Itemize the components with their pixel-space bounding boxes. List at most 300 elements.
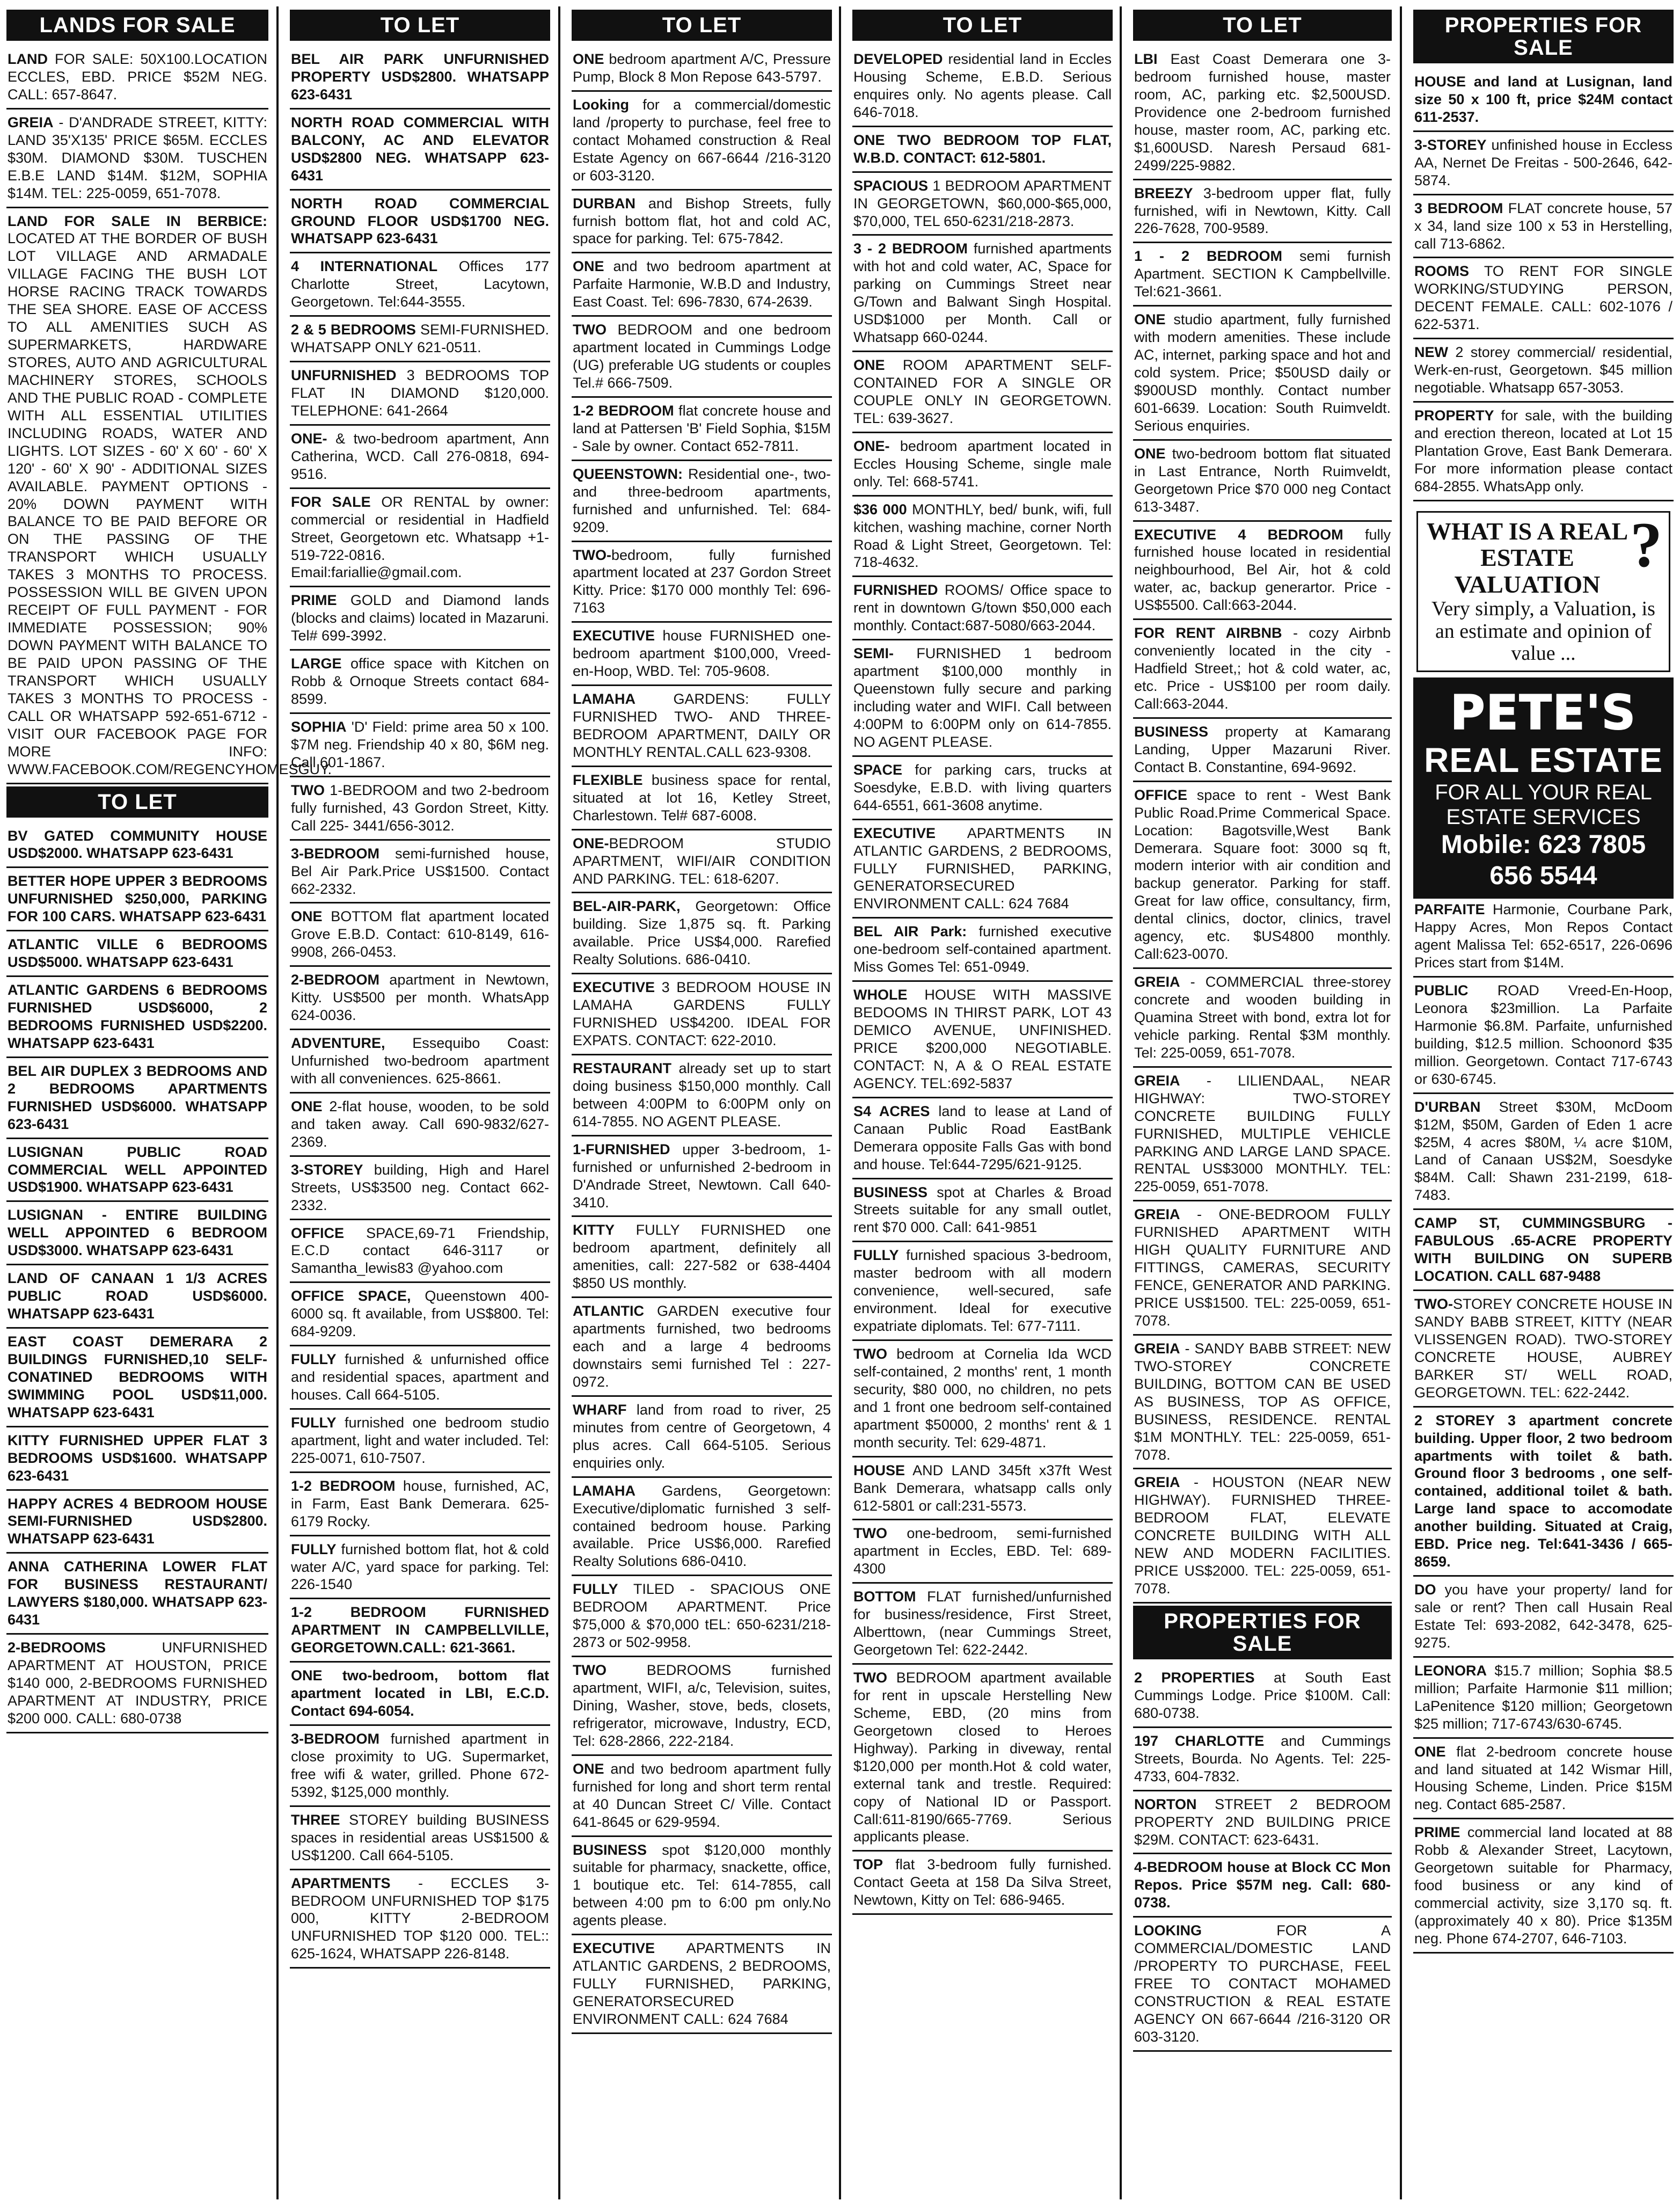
column-rule [839, 6, 841, 2199]
ad-lead: GREIA [1134, 1206, 1180, 1223]
classified-ad [1133, 1920, 1392, 2052]
ad-text: apartment in Newtown, Kitty. US$500 per month. WhatsApp 624-0036. [291, 972, 549, 1024]
classified-ad [572, 48, 832, 92]
ad-text: SPACE,69-71 Friendship, E.C.D contact 646-3117 or Samantha_lewis83 @yahoo.com [291, 1225, 549, 1277]
ad-lead: ONE [1134, 445, 1166, 462]
ad-text: studio apartment, fully furnished with modern amenities. These include AC, internet, parking space and hot and cold system. Price; $50USD daily or $900USD monthly. Contact number 601-6639. Location: South Ruimveldt. Serious enquiries. [1134, 311, 1391, 434]
ad-text: BEDROOMS furnished apartment, WIFI, a/c, Television, suites, Dining, Washer, stove, beds, closets, refrigerator, microwave, Industry, ECD, Tel: 628-2866, 222-2184. [573, 1662, 831, 1749]
classified-ad [6, 1493, 268, 1554]
classified-ad [852, 129, 1113, 173]
classified-ad [572, 193, 832, 254]
column-rule [1120, 6, 1122, 2199]
ad-lead: EXECUTIVE [573, 628, 655, 644]
ad-lead: FULLY [853, 1247, 899, 1264]
ad-lead: ATLANTIC GARDENS 6 BEDROOMS FURNISHED USD$6000, 2 BEDROOMS FURNISHED USD$2200. WHATSAPP 623-6431 [8, 982, 267, 1051]
ad-lead: LAND OF CANAAN 1 1/3 ACRES PUBLIC ROAD USD$6000. WHATSAPP 623-6431 [8, 1270, 267, 1322]
classified-ad [852, 499, 1113, 578]
classified-ad [290, 1222, 550, 1284]
classified-ad [1133, 971, 1392, 1068]
ad-lead: LOOKING [1134, 1922, 1202, 1939]
classified-ad [852, 435, 1113, 497]
ad-lead: ONE [1414, 1743, 1446, 1760]
classified-ad [572, 544, 832, 623]
ad-text: 1-BEDROOM and two 2-bedroom fully furnished, 43 Gordon Street, Kitty. Call 225- 3441/656-3012. [291, 782, 549, 834]
ad-lead: HOUSE [853, 1462, 905, 1478]
classified-ad [1413, 1821, 1674, 1954]
classified-ad [290, 1475, 550, 1536]
ad-lead: BEL AIR DUPLEX 3 BEDROOMS AND 2 BEDROOMS APARTMENTS FURNISHED USD$6000. WHATSAPP 623-6431 [8, 1062, 267, 1132]
ad-lead: OFFICE SPACE, [291, 1288, 411, 1305]
classified-ad [1413, 980, 1674, 1094]
section-header: TO LET [572, 10, 832, 41]
classified-ad [6, 1331, 268, 1427]
ad-text: 3 BEDROOM HOUSE IN LAMAHA GARDENS FULLY FURNISHED US$4200. IDEAL FOR EXPATS. CONTACT: 622-2010. [573, 979, 831, 1048]
ad-text: and two bedroom apartment fully furnished for long and short term rental at 40 Duncan Street C/ Ville. Contact 641-8645 or 629-9594. [573, 1760, 831, 1830]
ad-text: building, High and Harel Streets, US$3500 neg. Contact 662-2332. [291, 1161, 549, 1213]
classified-ad [6, 1637, 268, 1733]
ad-lead: BV GATED COMMUNITY HOUSE USD$2000. WHATSAPP 623-6431 [8, 827, 267, 862]
ad-text: 'D' Field: prime area 50 x 100. $7M neg. Friendship 40 x 80, $6M neg. Call 601-1867. [291, 719, 549, 770]
ad-lead: HAPPY ACRES 4 BEDROOM HOUSE SEMI-FURNISHED USD$2800. WHATSAPP 623-6431 [8, 1495, 267, 1547]
ad-text: business space for rental, situated at lot 16, Ketley Street, Charlestown. Tel# 687-6008. [573, 771, 831, 824]
ad-lead: RESTAURANT [573, 1060, 671, 1076]
column-rule [558, 6, 560, 2199]
section-header: TO LET [1133, 10, 1392, 41]
ad-lead: ADVENTURE, [291, 1035, 385, 1052]
classified-ad [6, 1556, 268, 1635]
ad-lead: OFFICE [1134, 786, 1187, 803]
ad-lead: ATLANTIC [573, 1303, 644, 1320]
ad-lead: FULLY [573, 1581, 618, 1598]
ad-lead: 3-BEDROOM [291, 845, 380, 862]
ad-text: flat 3-bedroom fully furnished. Contact Geeta at 158 Da Silva Street, Newtown, Kitty on Tel: 686-9465. [853, 1856, 1112, 1908]
classified-ad [572, 833, 832, 894]
classified-ad [290, 1096, 550, 1157]
ad-lead: GREIA [8, 114, 54, 130]
classified-ad [852, 1182, 1113, 1243]
ad-text: GARDENS: FULLY FURNISHED TWO- AND THREE-BEDROOM APARTMENT, DAILY OR MONTHLY RENTAL.CALL 623-9308. [573, 691, 831, 760]
ad-lead: LUSIGNAN - ENTIRE BUILDING WELL APPOINTED 6 BEDROOM USD$3000. WHATSAPP 623-6431 [8, 1207, 267, 1259]
ad-lead: TWO [291, 782, 325, 798]
classified-ad [852, 1244, 1113, 1341]
ad-text: 3 BEDROOMS TOP FLAT IN DIAMOND $120,000. TELEPHONE: 641-2664 [291, 367, 549, 419]
classified-ad [290, 779, 550, 841]
classified-ad [6, 1430, 268, 1491]
ad-lead: TWO [573, 322, 607, 338]
ad-lead: 2 & 5 BEDROOMS [291, 322, 416, 338]
ad-lead: 2 PROPERTIES [1134, 1670, 1255, 1686]
classified-ad [1133, 1471, 1392, 1604]
classified-ad [852, 1667, 1113, 1852]
ad-lead: ONE [853, 357, 885, 374]
classified-ad [290, 1728, 550, 1807]
classified-ad [852, 354, 1113, 433]
ad-lead: NORTH ROAD COMMERCIAL WITH BALCONY, AC AND ELEVATOR USD$2800 NEG. WHATSAPP 623-6431 [291, 114, 549, 184]
classified-ad [6, 112, 268, 208]
ad-lead: D'URBAN [1414, 1098, 1481, 1115]
ad-text: GOLD and Diamond lands (blocks and claims) located in Mazaruni. Tel# 699-3992. [291, 592, 549, 644]
classified-ad [1413, 1741, 1674, 1820]
classified-ad [290, 112, 550, 191]
ad-text: commercial land located at 88 Robb & Alexander Street, Lacytown, Georgetown suitable for Pharmacy, food business or any kind of commercial activity, size 3,170 sq. ft. (approximately 40 x 80). Price $135M neg. Phone 674-2707, 646-7103. [1414, 1824, 1672, 1947]
ad-lead: LAMAHA [573, 1482, 636, 1499]
brand-name: PETE'S [1450, 685, 1637, 741]
petes-real-estate-logo [1413, 677, 1674, 899]
classified-ad [1413, 198, 1674, 259]
ad-lead: ONE- [573, 835, 609, 851]
ad-text: and Bishop Streets, fully furnish bottom flat, hot and cold AC, space for parking. Tel: 675-7842. [573, 195, 831, 247]
ad-text: 2 storey commercial/ residential, Werk-en-rust, Georgetown. $45 million negotiable. Whatsapp 657-3053. [1414, 344, 1672, 396]
classified-ad [852, 1586, 1113, 1665]
classified-ad [1133, 309, 1392, 441]
ad-text: flat concrete house and land at Pattersen 'B' Field Sophia, $15M - Sale by owner. Contact 652-7811. [573, 402, 831, 454]
ad-lead: LBI [1134, 51, 1158, 67]
classified-ad [852, 1101, 1113, 1179]
classified-ad [852, 238, 1113, 352]
ad-text: for parking cars, trucks at Soesdyke, E.B.D. with living quarters 644-6551, 661-3608 anytime. [853, 761, 1112, 813]
classified-ad [290, 491, 550, 588]
classified-ad [290, 653, 550, 714]
ad-lead: 197 CHARLOTTE [1134, 1732, 1265, 1749]
classified-ad [1133, 1667, 1392, 1728]
ad-text: UNFURNISHED APARTMENT AT HOUSTON, PRICE $140 000, 2-BEDROOMS FURNISHED APARTMENT AT INDUSTRY, PRICE $200 000. CALL: 680-0738 [8, 1639, 267, 1726]
ad-text: one-bedroom, semi-furnished apartment in Eccles, EBD. Tel: 689-4300 [853, 1525, 1112, 1577]
ad-lead: DURBAN [573, 195, 636, 212]
classified-ad [852, 759, 1113, 820]
ad-lead: TWO [573, 1662, 607, 1679]
column-3 [572, 10, 832, 2199]
ad-text: furnished apartment in close proximity to UG. Supermarket, free wifi & water, grilled. Phone 672-5392, $125,000 monthly. [291, 1731, 549, 1800]
ad-text: GARDEN executive four apartments furnished, two bedrooms each and a large 4 bedrooms downstairs semi furnished Tel : 227-0972. [573, 1303, 831, 1390]
ad-lead: 2-BEDROOM [291, 972, 380, 988]
ad-text: and two bedroom apartment at Parfaite Harmonie, W.B.D and Industry, East Coast. Tel: 696-7830, 674-2639. [573, 258, 831, 310]
classified-ad [852, 1522, 1113, 1584]
ad-text: ROOM APARTMENT SELF-CONTAINED FOR A SINGLE OR COUPLE ONLY IN GEORGETOWN. TEL: 639-3627. [853, 357, 1112, 426]
classified-ad [1133, 784, 1392, 969]
ad-text: house, furnished, AC, in Farm, East Bank Demerara. 625-6179 Rocky. [291, 1477, 549, 1529]
classified-ad [852, 984, 1113, 1098]
ad-text: 3-bedroom upper flat, fully furnished, wifi in Newtown, Kitty. Call 226-7628, 700-9589. [1134, 185, 1391, 237]
classified-ad [290, 319, 550, 362]
ad-lead: LUSIGNAN PUBLIC ROAD COMMERCIAL WELL APPOINTED USD$1900. WHATSAPP 623-6431 [8, 1143, 267, 1196]
ad-lead: ATLANTIC VILLE 6 BEDROOMS USD$5000. WHATSAPP 623-6431 [8, 936, 267, 971]
ad-text: Residential one-, two- and three-bedroom apartments, furnished and unfurnished. Tel: 684-9209. [573, 465, 831, 535]
ad-lead: DEVELOPED [853, 51, 943, 67]
brand-tagline: FOR ALL YOUR REAL ESTATE SERVICES [1435, 781, 1652, 829]
ad-text: - cozy Airbnb conveniently located in the city - Hadfield Street,; hot & cold water, ac, etc. Price - US$100 per room daily. Call:663-2044. [1134, 625, 1391, 712]
ad-lead: BEL AIR PARK UNFURNISHED PROPERTY USD$2800. WHATSAPP 623-6431 [291, 51, 549, 103]
classified-ad [1133, 1730, 1392, 1791]
ad-text: TILED - SPACIOUS ONE BEDROOM APARTMENT. Price $75,000 & $70,000 tEL: 650-6231/218-2873 or 502-9958. [573, 1581, 831, 1651]
ad-text: SEMI-FURNISHED. WHATSAPP ONLY 621-0511. [291, 322, 549, 356]
ad-text: BOTTOM flat apartment located Grove E.B.D. Contact: 610-8149, 616-9908, 266-0453. [291, 908, 549, 960]
ad-lead: 3 BEDROOM [1414, 200, 1503, 216]
ad-lead: 3-STOREY [291, 1161, 363, 1178]
classified-ad [1413, 71, 1674, 132]
ad-text: - COMMERCIAL three-storey concrete and wooden building in Quamina Street with bond, extra lot for vehicle parking. Rental $3M monthly. Tel: 225-0059, 651-7078. [1134, 974, 1391, 1061]
ad-text: STOREY building BUSINESS spaces in residential areas US$1500 & US$1200. Call 664-5105. [291, 1811, 549, 1863]
classified-ad [572, 1399, 832, 1478]
ad-lead: UNFURNISHED [291, 367, 397, 384]
ad-lead: CAMP ST, CUMMINGSBURG - FABULOUS .65-ACRE PROPERTY WITH BUILDING ON SUPERB LOCATION. CALL 687-9488 [1414, 1215, 1672, 1285]
column-5 [1133, 10, 1392, 2199]
ad-text: bedroom at Cornelia Ida WCD self-contained, 2 months' rent, 1 month security, $80 000, no children, no pets and 1 front one bedroom self-contained apartment $50000, 2 months' rent & 1 month security. Tel: 629-4871. [853, 1346, 1112, 1451]
classified-ad [6, 870, 268, 931]
classified-ad [290, 969, 550, 1030]
ad-lead: THREE [291, 1811, 340, 1828]
classified-ad [290, 428, 550, 489]
classified-ad [290, 1601, 550, 1663]
ad-lead: EAST COAST DEMERARA 2 BUILDINGS FURNISHED,10 SELF-CONATINED BEDROOMS WITH SWIMMING POOL USD$11,000. WHATSAPP 623-6431 [8, 1333, 267, 1420]
classified-ad [1413, 1212, 1674, 1291]
ad-text: FURNISHED 1 bedroom apartment $100,000 monthly in Queenstown fully secure and parking including water and WIFI. Call between 4:00PM to 6:00PM only on 614-7855. NO AGENT PLEASE. [853, 645, 1112, 750]
ad-lead: GREIA [1134, 1340, 1180, 1357]
ad-lead: FOR SALE [291, 493, 371, 510]
ad-lead: WHARF [573, 1401, 627, 1418]
ad-lead: NEW [1414, 344, 1448, 361]
classified-ad [1133, 443, 1392, 522]
ad-lead: LARGE [291, 655, 342, 672]
ad-lead: GREIA [1134, 974, 1180, 990]
classified-ad [290, 1539, 550, 1600]
ad-lead: APARTMENTS [291, 1875, 391, 1891]
classified-ad [572, 94, 832, 191]
ad-lead: ROOMS [1414, 263, 1470, 280]
ad-lead: ONE [291, 908, 323, 925]
ad-lead: 3-STOREY [1414, 136, 1487, 153]
section-header: TO LET [290, 10, 550, 41]
classified-ad [6, 825, 268, 869]
ad-text: furnished executive one-bedroom self-contained apartment. Miss Gomes Tel: 651-0949. [853, 923, 1112, 975]
ad-text: office space with Kitchen on Robb & Ornoque Streets contact 684-8599. [291, 655, 549, 708]
classified-ad [572, 895, 832, 974]
ad-lead: ANNA CATHERINA LOWER FLAT FOR BUSINESS RESTAURANT/ LAWYERS $180,000. WHATSAPP 623-6431 [8, 1558, 267, 1628]
classified-ad [6, 1204, 268, 1265]
ad-text: flat 2-bedroom concrete house and land situated at 142 Wismar Hill, Housing Scheme, Linden. Price $15M neg. Contact 685-2587. [1414, 1743, 1672, 1813]
ad-lead: PRIME [291, 592, 337, 609]
ad-text: furnished one bedroom studio apartment, light and water included. Tel: 225-0071, 610-7507. [291, 1414, 549, 1466]
ad-text: $15.7 million; Sophia $8.5 million; Parfaite Harmonie $11 million; LaPenitence $120 million; Georgetown $25 million; 717-6743/630-6745. [1414, 1662, 1672, 1732]
classified-ad [572, 1300, 832, 1397]
ad-lead: ONE two-bedroom, bottom flat apartment located in LBI, E.C.D. Contact 694-6054. [291, 1667, 549, 1719]
ad-lead: TWO- [573, 546, 611, 563]
classified-ad [290, 589, 550, 651]
classified-ad [572, 319, 832, 398]
ad-lead: ONE [1134, 311, 1166, 328]
ad-lead: SPACIOUS [853, 177, 929, 194]
classified-ad [852, 579, 1113, 640]
ad-lead: EXECUTIVE [853, 825, 936, 841]
classified-ad [1413, 1293, 1674, 1408]
ad-text: for sale, with the building and erection thereon, located at Lot 15 Plantation Grove, East Bank Demerara. For more information please contact 684-2855. WhatsApp only. [1414, 407, 1672, 494]
classified-ad [852, 1343, 1113, 1458]
ad-lead: WHOLE [853, 987, 908, 1003]
classified-ad [6, 979, 268, 1058]
ad-lead: OFFICE [291, 1225, 344, 1241]
ad-text: Georgetown: Office building. Size 1,875 sq. ft. Parking available. Price US$4,000. Rarefied Realty Solutions. 686-0410. [573, 898, 831, 968]
ad-text: ROOMS/ Office space to rent in downtown G/town $50,000 each monthly. Contact:687-5080/663-2044. [853, 582, 1112, 634]
ad-lead: FURNISHED [853, 582, 938, 599]
ad-text: STOREY CONCRETE HOUSE IN SANDY BABB STREET, KITTY (NEAR VLISSENGEN ROAD). TWO-STOREY CONCRETE HOUSE, AUBREY BARKER ST/ WELL ROAD, GEORGETOWN. TEL: 622-2442. [1414, 1296, 1672, 1401]
ad-lead: BUSINESS [853, 1184, 928, 1200]
ad-lead: BOTTOM [853, 1588, 916, 1605]
ad-text: APARTMENTS IN ATLANTIC GARDENS, 2 BEDROOMS, FULLY FURNISHED, PARKING, GENERATORSECURED ENVIRONMENT CALL: 624 7684 [853, 825, 1112, 912]
ad-lead: KITTY FURNISHED UPPER FLAT 3 BEDROOMS USD$1600. WHATSAPP 623-6431 [8, 1432, 267, 1484]
ad-lead: 4-BEDROOM house at Block CC Mon Repos. Price $57M neg. Call: 680-0738. [1134, 1859, 1391, 1911]
classified-ad [6, 1267, 268, 1329]
classified-ad [290, 365, 550, 426]
ad-lead: LAND [8, 51, 48, 67]
ad-text: FOR SALE: 50X100.LOCATION ECCLES, EBD. PRICE $52M NEG. CALL: 657-8647. [8, 51, 267, 103]
ad-text: Essequibo Coast: Unfurnished two-bedroom apartment with all conveniences. 625-8661. [291, 1035, 549, 1087]
column-rule [1400, 6, 1402, 2199]
valuation-answer: Very simply, a Valuation, is an estimate and opinion of value ... [1431, 597, 1655, 665]
ad-lead: SPACE [853, 761, 903, 778]
classified-ad [852, 1460, 1113, 1521]
classified-ad [6, 1141, 268, 1203]
ad-lead: 3 - 2 BEDROOM [853, 241, 968, 257]
ad-lead: ONE- [291, 430, 327, 447]
ad-lead: TWO- [1414, 1296, 1453, 1313]
classified-ad [1413, 134, 1674, 195]
classified-ad [572, 463, 832, 542]
ad-text: fully furnished house located in residential neighbourhood, Bel Air, hot & cold water, ac, backup generartor. Price - US$5500. Call:663-2044. [1134, 526, 1391, 614]
ad-lead: BEL-AIR-PARK, [573, 898, 681, 915]
ad-text: FLAT furnished/unfurnished for business/residence, First Street, Alberttown, (near Cummings Street, Georgetown Tel: 622-2442. [853, 1588, 1112, 1658]
ad-lead: LEONORA [1414, 1662, 1487, 1679]
ad-text: - HOUSTON (NEAR NEW HIGHWAY). FURNISHED THREE-BEDROOM FLAT, ELEVATE CONCRETE BUILDING WITH ALL NEW AND MODERN FACILITIES. PRICE US$2000. TEL: 225-0059, 651-7078. [1134, 1474, 1391, 1597]
ad-text: Harmonie, Courbane Park, Happy Acres, Mon Repos Contact agent Malissa Tel: 652-6517, 226-0696 Prices start from $14M. [1414, 901, 1672, 971]
ad-lead: 1-2 BEDROOM [291, 1477, 396, 1494]
ad-text: space to rent - West Bank Public Road.Prime Commerical Space. Location: Bagotsville,West Bank Demerara. Square foot: 3000 sq ft, modern interior with air condition and backup generator. Parking for staff. Great for law office, consultancy, firm, dental clinics, doctor, clinics, travel agency, etc. $US4800 monthly. Call:623-0070. [1134, 786, 1391, 963]
ad-text: bedroom apartment located in Eccles Housing Scheme, single male only. Tel: 668-5741. [853, 438, 1112, 490]
section-header: TO LET [6, 786, 268, 818]
ad-lead: SOPHIA [291, 719, 347, 735]
ad-lead: 2-BEDROOMS [8, 1639, 106, 1656]
ad-text: residential land in Eccles Housing Scheme, E.B.D. Serious enquires only. No agents please. Call 646-7018. [853, 51, 1112, 120]
classified-ad [1133, 183, 1392, 244]
classified-ad [572, 688, 832, 767]
classified-ad [1133, 1338, 1392, 1470]
ad-text: two-bedroom bottom flat situated in Last Entrance, North Ruimveldt, Georgetown Price $70 000 neg Contact 613-3487. [1134, 445, 1391, 515]
ad-lead: ONE TWO BEDROOM TOP FLAT, W.B.D. CONTACT: 612-5801. [853, 132, 1112, 166]
ad-lead: 1 - 2 BEDROOM [1134, 248, 1282, 265]
ad-lead: ONE- [853, 438, 890, 454]
classified-ad [290, 1032, 550, 1094]
classified-ad [290, 1349, 550, 1410]
classified-ad [1133, 1204, 1392, 1336]
ad-lead: 2 STOREY 3 apartment concrete building. Upper floor, 2 two bedroom apartments with toilet & bath. Ground floor 3 bedrooms , one self-contained, additional toilet & bath. Large land space to accomodate another building. Situated at Craig, EBD. Price neg. Tel:641-3436 / 665-8659. [1414, 1412, 1672, 1570]
ad-lead: 1-FURNISHED [573, 1141, 670, 1157]
ad-text: East Coast Demerara one 3-bedroom furnished house, master room, AC, parking etc. $2,500USD. Providence one 2-bedroom furnished house, master room, AC, parking etc. $1,600USD. Naresh Persaud 681-2499/225-9882. [1134, 51, 1391, 173]
ad-text: 2-flat house, wooden, to be sold and taken away. Call 690-9832/627-2369. [291, 1098, 549, 1150]
classified-ad [852, 1854, 1113, 1915]
ad-lead: SEMI- [853, 645, 894, 662]
classified-ad [1133, 1794, 1392, 1855]
classified-ad [1133, 1070, 1392, 1202]
column-4 [852, 10, 1113, 2199]
ad-lead: PARFAITE [1414, 901, 1485, 918]
classified-ad [1413, 341, 1674, 403]
ad-lead: EXECUTIVE [573, 1940, 655, 1957]
ad-text: land from road to river, 25 minutes from centre of Georgetown, 4 plus acres. Call 664-5105. Serious enquiries only. [573, 1401, 831, 1471]
classified-ad [290, 256, 550, 317]
ad-lead: 4 INTERNATIONAL [291, 258, 438, 275]
valuation-ad [1416, 508, 1670, 672]
ad-text: spot $120,000 monthly suitable for pharmacy, snackette, office, 1 boutique etc. Tel: 614-7855, call between 4:00 pm to 6:00 pm only.No agents please. [573, 1841, 831, 1929]
classified-ad [6, 48, 268, 110]
ad-text: spot at Charles & Broad Streets suitable for any small outlet, rent $70 000. Call: 641-9851 [853, 1184, 1112, 1236]
ad-lead: Looking [573, 96, 629, 113]
ad-text: 1 BEDROOM APARTMENT IN GEORGETOWN, $60,000-$65,000, $70,000, TEL 650-6231/218-2873. [853, 177, 1112, 229]
ad-lead: BEL AIR Park: [853, 923, 967, 940]
section-header: PROPERTIES FOR SALE [1133, 1606, 1392, 1659]
ad-lead: LAND FOR SALE IN BERBICE: [8, 213, 267, 229]
ad-lead: EXECUTIVE [573, 979, 655, 996]
ad-text: semi furnish Apartment. SECTION K Campbellville. Tel:621-3661. [1134, 248, 1391, 300]
ad-lead: NORTH ROAD COMMERCIAL GROUND FLOOR USD$1700 NEG. WHATSAPP 623-6431 [291, 195, 549, 247]
ad-text: already set up to start doing business $150,000 monthly. Call between 4:00PM to 6:00PM only on 614-7855. NO AGENT PLEASE. [573, 1060, 831, 1129]
ad-text: LOCATED AT THE BORDER OF BUSH LOT VILLAGE AND ARMADALE VILLAGE FACING THE BUSH LOT HORSE RACING TRACK TOWARDS THE SEA SHORE. EASE OF ACCESS TO ALL AMENITIES SUCH AS SUPERMARKETS, HARDWARE STORES, AUTO AND AGRICULTURAL MACHINERY STORES, SCHOOLS AND THE PUBLIC ROAD - COMPLETE WITH ALL ESSENTIAL UTILITIES INCLUDING ROADS, WATER AND LIGHTS. LOT SIZES - 60' X 60' - 60' X 120' - 60' X 90' - ADDITIONAL SIZES AVAILABLE. PAYMENT OPTIONS - 20% DOWN PAYMENT WITH BALANCE TO BE PAID BEFORE OR ON THE PASSING OF THE TRANSPORT WHICH USUALLY TAKES 3 MONTHS TO PROCESS. POSSESSION WILL BE GIVEN UPON RECEIPT OF FULL PAYMENT - FOR IMMEDIATE POSSESSION; 90% DOWN PAYMENT WITH BALANCE TO BE PAID UPON PASSING OF THE TRANSPORT WHICH USUALLY TAKES 3 MONTHS TO PROCESS - CALL OR WHATSAPP 592-651-6712 - VISIT OUR FACEBOOK PAGE FOR MORE INFO: WWW.FACEBOOK.COM/REGENCYHOMESGUY. [8, 230, 332, 777]
ad-text: ROAD Vreed-En-Hoop, Leonora $23million. La Parfaite Harmonie $6.8M. Parfaite, unfurnished building, $12.5 million. Schoonord $35 million. Georgetown. Contact 717-6743 or 630-6745. [1414, 982, 1672, 1087]
classified-ad [290, 906, 550, 967]
question-mark-glyph: ? [1630, 508, 1662, 580]
ad-lead: $36 000 [853, 501, 907, 518]
ad-text: BEDROOM and one bedroom apartment located in Cummings Lodge (UG) preferable UG students or couples Tel.# 666-7509. [573, 322, 831, 391]
ad-text: - D'ANDRADE STREET, KITTY: LAND 35'X135' PRICE $65M. ECCLES $30M. DIAMOND $30M. TUSCHEN E.B.E LAND $14M. $12M, SOPHIA $14M. TEL: 225-0059, 651-7078. [8, 114, 267, 201]
ad-lead: ONE [573, 258, 604, 275]
ad-text: property at Kamarang Landing, Upper Mazaruni River. Contact B. Constantine, 694-9692. [1134, 723, 1391, 775]
ad-text: house FURNISHED one-bedroom apartment $100,000, Vreed-en-Hoop, WBD. Tel: 705-9608. [573, 628, 831, 680]
ad-lead: TWO [853, 1670, 887, 1686]
ad-lead: EXECUTIVE 4 BEDROOM [1134, 526, 1343, 543]
classified-ad [852, 48, 1113, 127]
ad-text: and Cummings Streets, Bourda. No Agents. Tel: 225-4733, 604-7832. [1134, 1732, 1391, 1784]
ad-text: Offices 177 Charlotte Street, Lacytown, Georgetown. Tel:644-3555. [291, 258, 549, 310]
classified-ad [572, 1659, 832, 1756]
ad-text: Street $30M, McDoom $12M, $50M, Garden of Eden 1 acre $25M, 4 acres $80M, ¼ acre $10M, Land of Canaan US$2M, Soesdyke $84M. Call: Shawn 231-2199, 618-7483. [1414, 1098, 1672, 1204]
classified-ad [1133, 48, 1392, 180]
classified-ad [290, 1872, 550, 1969]
classified-ad [290, 1159, 550, 1220]
classified-ad [290, 1412, 550, 1473]
classified-ad [290, 716, 550, 777]
classified-ad [852, 921, 1113, 982]
classified-ad [572, 1058, 832, 1136]
classified-ad [1133, 524, 1392, 621]
ad-lead: 1-2 BEDROOM [573, 402, 674, 419]
classified-ad [290, 1285, 550, 1346]
ad-text: TO RENT FOR SINGLE WORKING/STUDYING PERSON, DECENT FEMALE. CALL: 602-1076 / 622-5371. [1414, 263, 1672, 333]
ad-lead: GREIA [1134, 1072, 1180, 1089]
classified-ad [1133, 245, 1392, 307]
classified-ad [572, 1139, 832, 1218]
ad-text: - ECCLES 3-BEDROOM UNFURNISHED TOP $175 000, KITTY 2-BEDROOM UNFURNISHED TOP $120 000. TEL:: 625-1624, WHATSAPP 226-8148. [291, 1875, 549, 1962]
ad-text: furnished apartments with hot and cold water, AC, Space for parking on Cummings Street near G/Town and Balwant Singh Hospital. USD$1000 per Month. Call or Whatsapp 660-0244. [853, 241, 1112, 346]
ad-text: furnished & unfurnished office and residential spaces, apartment and houses. Call 664-5105. [291, 1351, 549, 1403]
ad-lead: BREEZY [1134, 185, 1193, 201]
ad-lead: PRIME [1414, 1824, 1460, 1841]
classified-ad [1413, 1660, 1674, 1739]
ad-lead: QUEENSTOWN: [573, 465, 683, 482]
classified-ad [572, 1758, 832, 1837]
ad-lead: FULLY [291, 1541, 337, 1557]
classified-ad [852, 822, 1113, 919]
section-header: PROPERTIES FOR SALE [1413, 10, 1674, 63]
ad-text: FULLY FURNISHED one bedroom apartment, definitely all amenities, call: 227-582 or 638-4404 $850 US monthly. [573, 1222, 831, 1292]
ad-text: unfinished house in Eccless AA, Nernet De Freitas - 500-2646, 642-5874. [1414, 136, 1672, 188]
brand-mobile-2: 656 5544 [1489, 861, 1597, 890]
